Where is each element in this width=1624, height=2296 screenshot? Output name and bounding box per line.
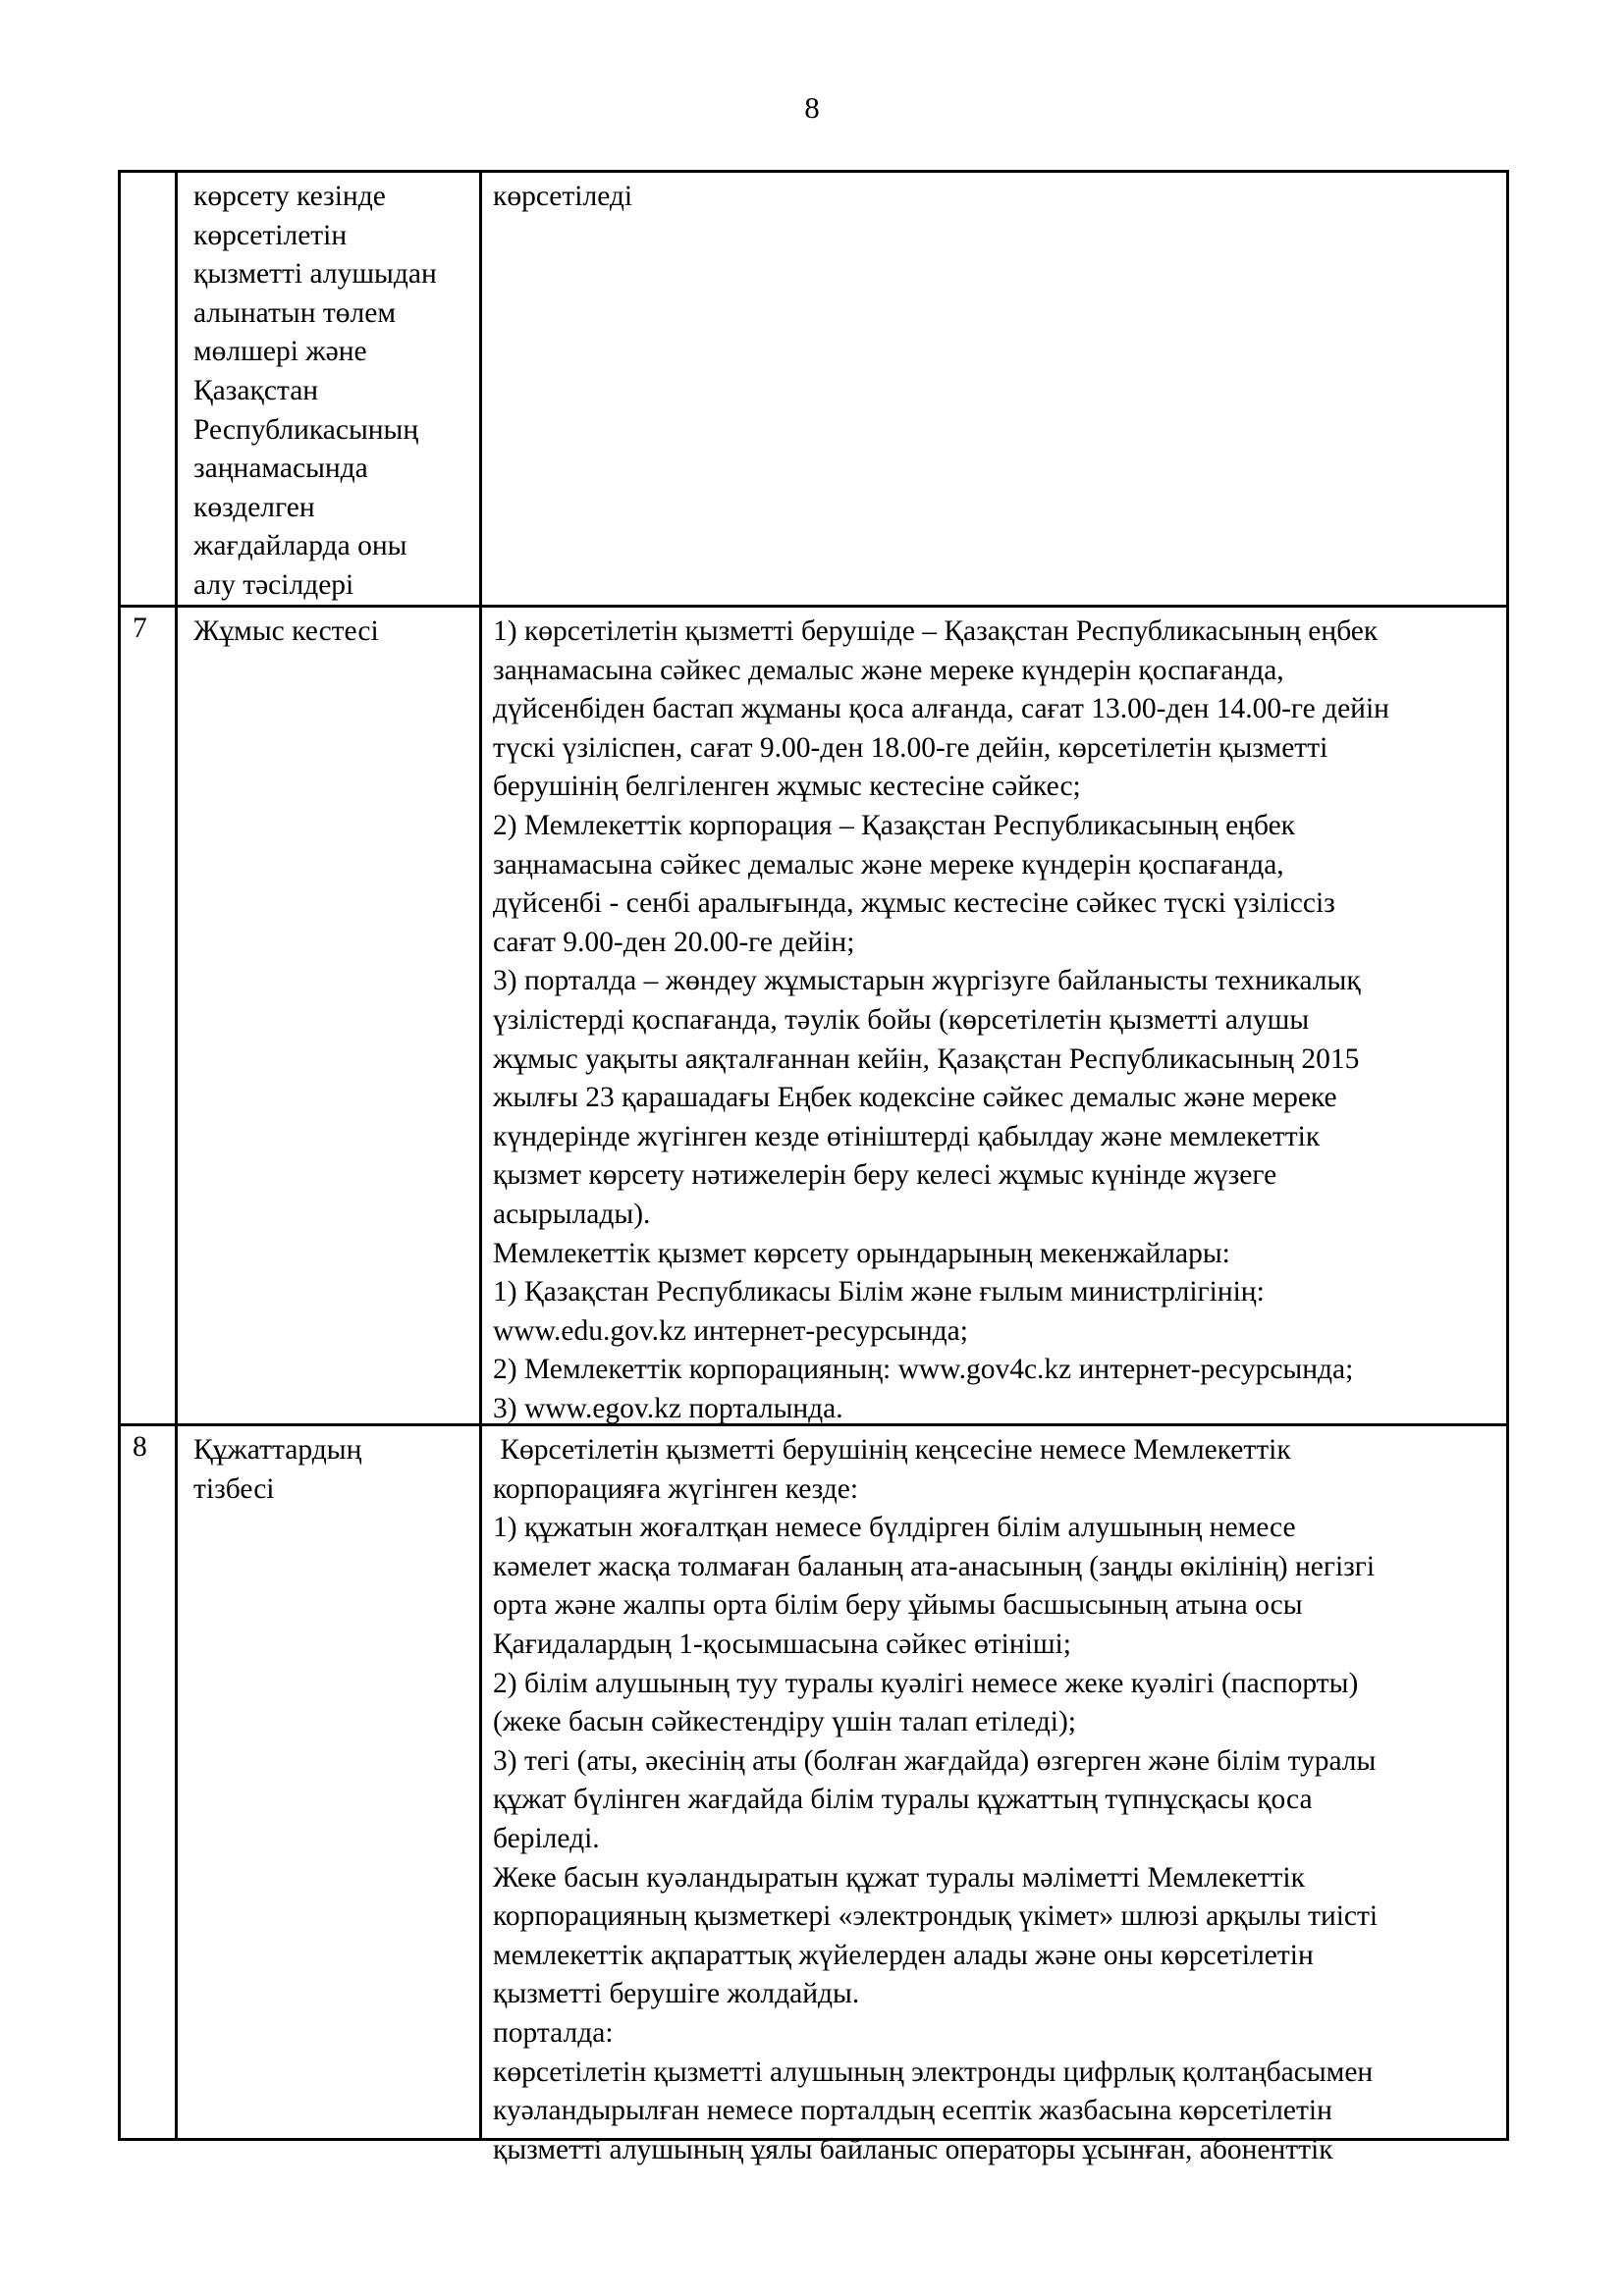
text-line: көрсетілетін қызметті алушының электронды цифрлық қолтаңбасымен: [493, 2056, 1374, 2088]
text-line: корпорацияға жүгінген кезде:: [493, 1472, 859, 1505]
text-line: беріледі.: [493, 1822, 600, 1854]
services-standard-table: [118, 170, 1509, 2165]
table-row: [121, 605, 1506, 1423]
text-line: 1) құжатын жоғалтқан немесе бүлдірген білім алушының немесе: [493, 1512, 1296, 1544]
text-line: тізбесі: [193, 1472, 275, 1505]
text-line: қызмет көрсету нәтижелерін беру келесі жұмыс күнінде жүзеге: [493, 1159, 1277, 1192]
row-content-cell: [482, 173, 1506, 605]
text-line: сағат 9.00-ден 20.00-ге дейін;: [493, 926, 855, 958]
text-line: www.edu.gov.kz интернет-ресурсында;: [493, 1314, 968, 1347]
text-line: 3) тегі (аты, әкесінің аты (болған жағдайда) өзгерген және білім туралы: [493, 1744, 1377, 1777]
text-line: 1) көрсетілетін қызметті берушіде – Қазақстан Республикасының еңбек: [493, 615, 1379, 647]
text-line: Жұмыс кестесі: [193, 615, 379, 647]
text-line: берушінің белгіленген жұмыс кестесіне сәйкес;: [493, 771, 1081, 803]
text-line: 3) порталда – жөндеу жұмыстарын жүргізуге байланысты техникалық: [493, 965, 1361, 997]
text-line: көрсетіледі: [493, 181, 633, 212]
text-line: куәландырылған немесе порталдың есептік жазбасына көрсетілетін: [493, 2095, 1332, 2127]
text-line: жағдайларда оны: [193, 530, 407, 562]
text-line: заңнамасында: [193, 453, 368, 485]
table-row: [121, 173, 1506, 605]
text-line: көрсету кезінде: [193, 181, 386, 212]
text-line: мемлекеттік ақпараттық жүйелерден алады және оны көрсетілетін: [493, 1939, 1314, 1971]
row-content-cell: [482, 608, 1506, 1423]
text-line: корпорацияның қызметкері «электрондық үкімет» шлюзі арқылы тиісті: [493, 1900, 1379, 1933]
text-line: (жеке басын сәйкестендіру үшін талап етіледі);: [493, 1706, 1076, 1738]
row-number-cell: [121, 173, 178, 605]
text-line: 2) білім алушының туу туралы куәлігі немесе жеке куәлігі (паспорты): [493, 1667, 1359, 1699]
text-line: Республикасының: [193, 413, 419, 446]
text-line: алу тәсілдері: [193, 568, 354, 601]
text-line: күндерінде жүгінген кезде өтініштерді қабылдау және мемлекеттік: [493, 1120, 1321, 1152]
row-label-cell: [178, 173, 482, 605]
text-line: орта және жалпы орта білім беру ұйымы басшысының атына осы: [493, 1589, 1303, 1622]
row-label-cell: [178, 1426, 482, 2138]
text-line: заңнамасына сәйкес демалыс және мереке күндерін қоспағанда,: [493, 848, 1284, 881]
text-line: Қағидалардың 1-қосымшасына сәйкес өтініші;: [493, 1628, 1071, 1660]
text-line: Мемлекеттік қызмет көрсету орындарының мекенжайлары:: [493, 1237, 1230, 1269]
text-line: жұмыс уақыты аяқталғаннан кейін, Қазақстан Республикасының 2015: [493, 1042, 1360, 1075]
text-line: 3) www.egov.kz порталында.: [493, 1392, 843, 1424]
page-number: 8: [804, 90, 820, 125]
text-line: қызметті алушыдан: [193, 258, 437, 291]
row-number-cell: 7: [121, 608, 178, 1423]
text-line: Көрсетілетін қызметті берушінің кеңсесіне немесе Мемлекеттік: [493, 1434, 1291, 1466]
text-line: көрсетілетін: [193, 219, 348, 251]
text-line: жылғы 23 қарашадағы Еңбек кодексіне сәйкес демалыс және мереке: [493, 1082, 1337, 1114]
text-line: дүйсенбіден бастап жұманы қоса алғанда, сағат 13.00-ден 14.00-ге дейін: [493, 693, 1389, 725]
text-line: алынатын төлем: [193, 296, 397, 329]
row-content-cell: [482, 1426, 1506, 2165]
text-line: құжат бүлінген жағдайда білім туралы құжаттың түпнұсқасы қоса: [493, 1784, 1313, 1816]
text-line: түскі үзіліспен, сағат 9.00-ден 18.00-ге дейін, көрсетілетін қызметті: [493, 731, 1328, 764]
text-line: 1) Қазақстан Республикасы Білім және ғылым министрлігінің:: [493, 1276, 1265, 1308]
row-number-cell: 8: [121, 1426, 178, 2138]
text-line: қызметті алушының ұялы байланыс операторы ұсынған, абоненттік: [493, 2133, 1333, 2165]
row-label-cell: [178, 608, 482, 1423]
text-line: көзделген: [193, 491, 315, 523]
text-line: 2) Мемлекеттік корпорация – Қазақстан Республикасының еңбек: [493, 809, 1296, 841]
text-line: үзілістерді қоспағанда, тәулік бойы (көрсетілетін қызметті алушы: [493, 1003, 1310, 1036]
text-line: Жеке басын куәландыратын құжат туралы мәліметті Мемлекеттік: [493, 1861, 1305, 1894]
text-line: Қазақстан: [193, 374, 319, 406]
text-line: қызметті берушіге жолдайды.: [493, 1978, 860, 2010]
table-row: [121, 1423, 1506, 2165]
text-line: 2) Мемлекеттік корпорацияның: www.gov4c.kz интернет-ресурсында;: [493, 1354, 1354, 1386]
text-line: дүйсенбі - сенбі аралығында, жұмыс кестесіне сәйкес түскі үзіліссіз: [493, 887, 1335, 920]
text-line: асырылады).: [493, 1198, 651, 1230]
text-line: порталда:: [493, 2016, 614, 2049]
text-line: мөлшері және: [193, 336, 367, 368]
text-line: кәмелет жасқа толмаған баланың ата-анасының (заңды өкілінің) негізгі: [493, 1550, 1376, 1582]
text-line: Құжаттардың: [193, 1434, 362, 1466]
text-line: заңнамасына сәйкес демалыс және мереке күндерін қоспағанда,: [493, 654, 1284, 686]
